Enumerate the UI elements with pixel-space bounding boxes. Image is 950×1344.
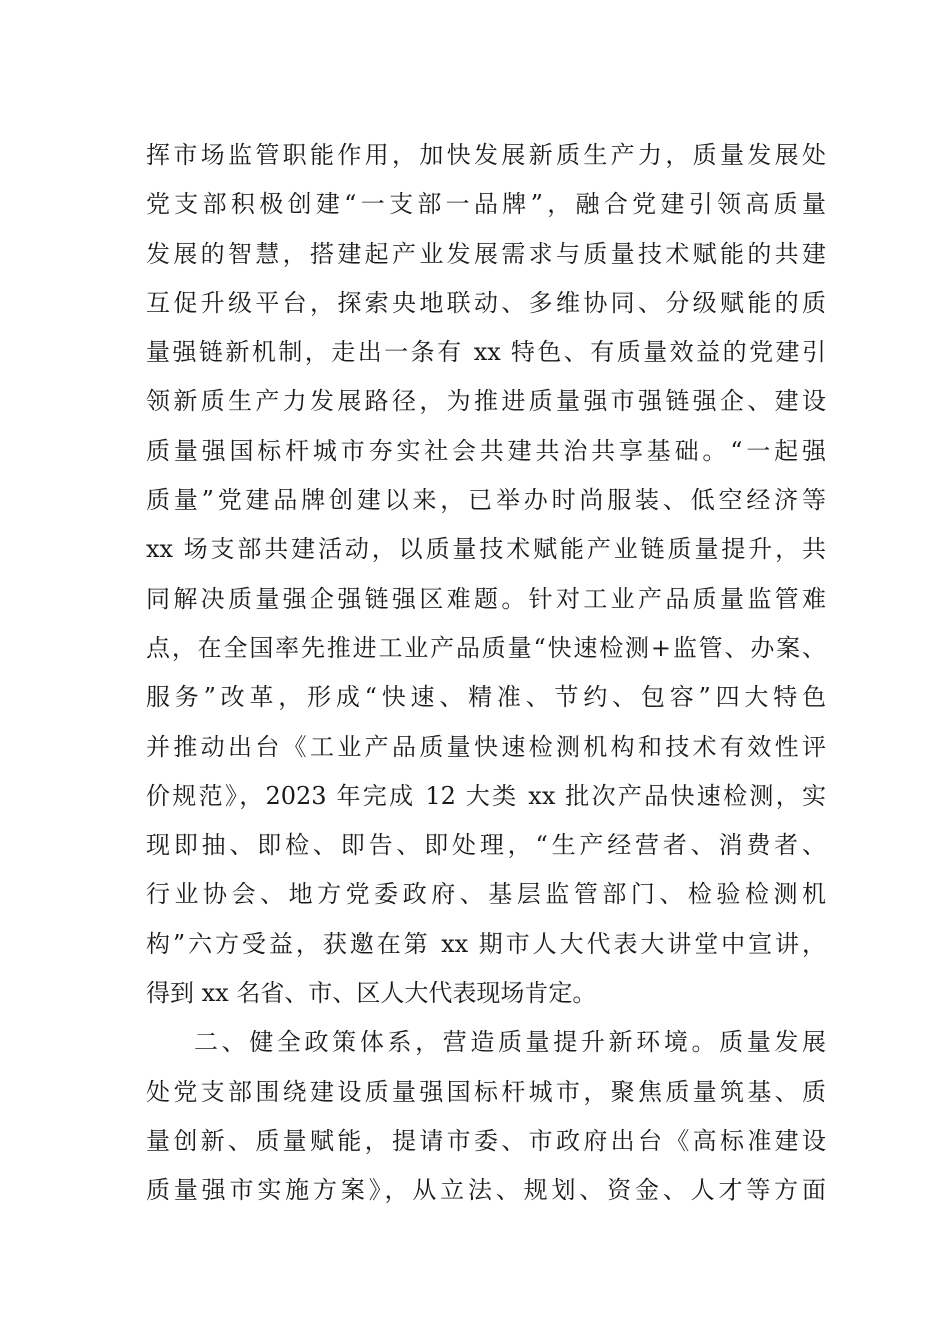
- text-line: 质量”党建品牌创建以来，已举办时尚服装、低空经济等: [146, 486, 826, 515]
- text-line: xx 场支部共建活动，以质量技术赋能产业链质量提升，共: [146, 535, 826, 564]
- text-line: 领新质生产力发展路径，为推进质量强市强链强企、建设: [146, 387, 826, 416]
- text-line: 现即抽、即检、即告、即处理，“生产经营者、消费者、: [146, 831, 826, 860]
- text-line: 质量强国标杆城市夯实社会共建共治共享基础。“一起强: [146, 436, 826, 465]
- text-line: 行业协会、地方党委政府、基层监管部门、检验检测机: [146, 880, 826, 909]
- text-line: 发展的智慧，搭建起产业发展需求与质量技术赋能的共建: [146, 239, 826, 268]
- text-line: 量创新、质量赋能，提请市委、市政府出台《高标准建设: [146, 1126, 826, 1155]
- paragraph-end-line: 得到 xx 名省、市、区人大代表现场肯定。: [146, 979, 597, 1008]
- text-line: 点，在全国率先推进工业产品质量“快速检测+监管、办案、: [146, 633, 826, 662]
- text-line: 党支部积极创建“一支部一品牌”，融合党建引领高质量: [146, 190, 826, 219]
- text-line: 挥市场监管职能作用，加快发展新质生产力，质量发展处: [146, 141, 826, 169]
- text-line: 价规范》，2023 年完成 12 大类 xx 批次产品快速检测，实: [146, 781, 826, 810]
- text-line: 同解决质量强企强链强区难题。针对工业产品质量监管难: [146, 584, 826, 613]
- section-heading-line: 二、健全政策体系，营造质量提升新环境。质量发展: [194, 1028, 826, 1057]
- text-line: 互促升级平台，探索央地联动、多维协同、分级赋能的质: [146, 288, 826, 317]
- text-line: 并推动出台《工业产品质量快速检测机构和技术有效性评: [146, 732, 826, 761]
- text-line: 处党支部围绕建设质量强国标杆城市，聚焦质量筑基、质: [146, 1077, 826, 1106]
- body-text: [146, 133, 826, 1218]
- text-line: 量强链新机制，走出一条有 xx 特色、有质量效益的党建引: [146, 338, 826, 367]
- text-line: 构”六方受益，获邀在第 xx 期市人大代表大讲堂中宣讲，: [146, 929, 826, 958]
- text-line: 质量强市实施方案》，从立法、规划、资金、人才等方面: [146, 1176, 826, 1205]
- text-line: 服务”改革，形成“快速、精准、节约、包容”四大特色: [146, 683, 826, 712]
